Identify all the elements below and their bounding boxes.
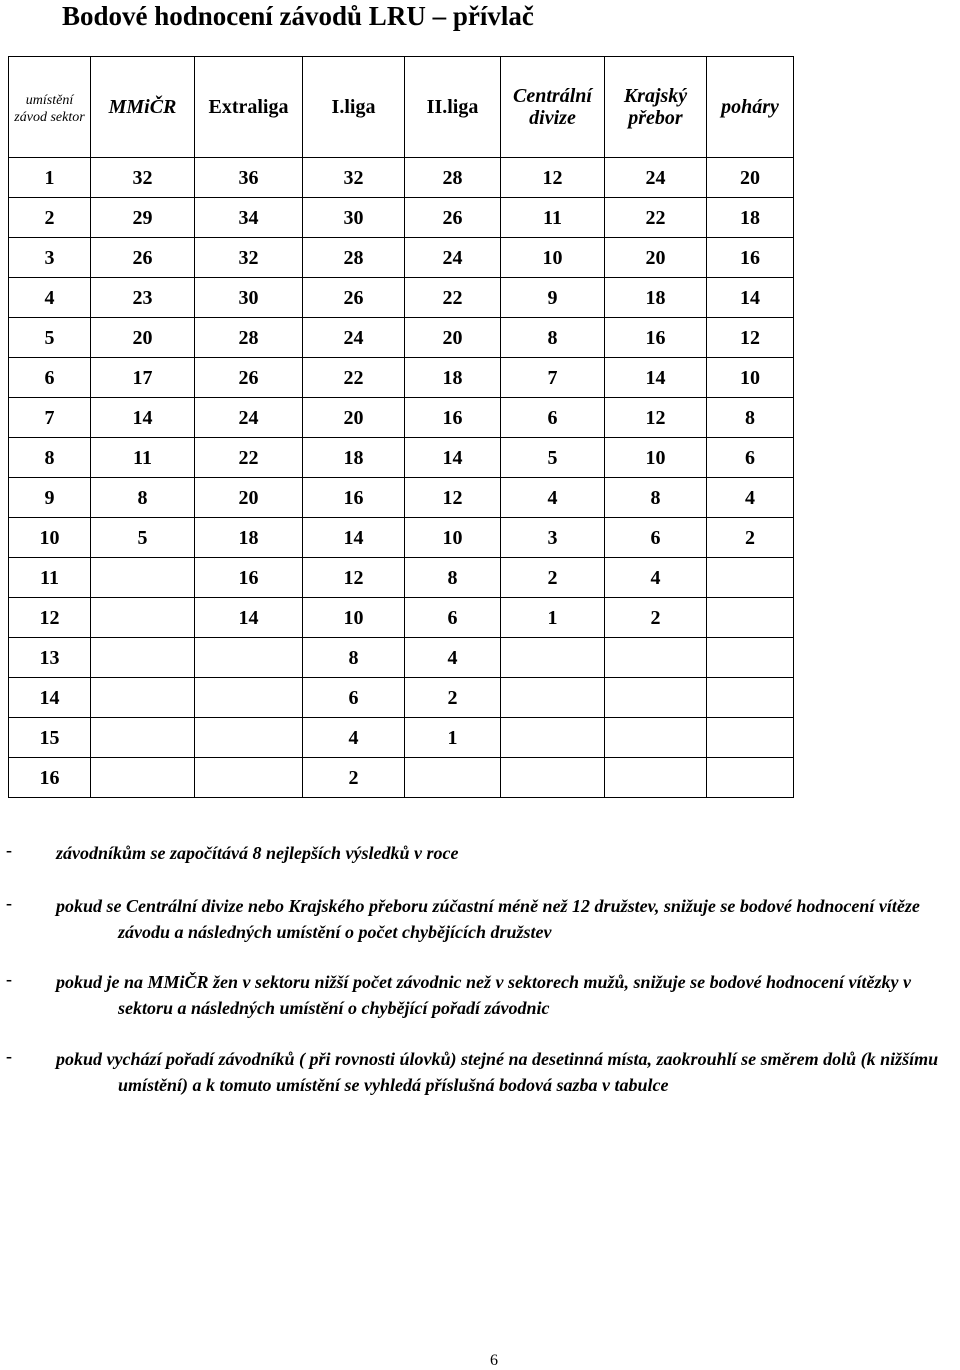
points-cell: 11 <box>501 198 605 238</box>
points-cell: 8 <box>605 478 707 518</box>
table-row <box>9 558 794 598</box>
points-cell <box>195 758 303 798</box>
points-cell: 36 <box>195 158 303 198</box>
points-cell: 8 <box>303 638 405 678</box>
points-cell: 8 <box>707 398 794 438</box>
points-cell: 3 <box>501 518 605 558</box>
table-row <box>9 238 794 278</box>
points-cell: 24 <box>605 158 707 198</box>
points-cell <box>605 718 707 758</box>
placement-cell: 8 <box>9 438 91 478</box>
points-cell <box>195 638 303 678</box>
table-row <box>9 358 794 398</box>
points-cell: 5 <box>91 518 195 558</box>
table-row <box>9 598 794 638</box>
points-cell <box>707 678 794 718</box>
points-cell: 10 <box>707 358 794 398</box>
points-cell: 24 <box>405 238 501 278</box>
points-cell: 20 <box>405 318 501 358</box>
placement-cell: 1 <box>9 158 91 198</box>
note-item: závodníkům se započítává 8 nejlepších výsledků v roce <box>56 843 459 863</box>
points-cell <box>195 678 303 718</box>
points-cell: 23 <box>91 278 195 318</box>
points-cell: 9 <box>501 278 605 318</box>
placement-cell: 7 <box>9 398 91 438</box>
points-cell <box>605 638 707 678</box>
points-cell: 18 <box>405 358 501 398</box>
points-cell: 32 <box>303 158 405 198</box>
points-cell: 14 <box>707 278 794 318</box>
placement-cell: 12 <box>9 598 91 638</box>
points-cell: 8 <box>501 318 605 358</box>
points-cell <box>707 558 794 598</box>
table-row <box>9 398 794 438</box>
points-cell: 16 <box>195 558 303 598</box>
points-cell: 28 <box>303 238 405 278</box>
header-liga2: II.liga <box>405 57 501 158</box>
points-cell: 14 <box>195 598 303 638</box>
points-cell: 2 <box>501 558 605 598</box>
points-cell: 20 <box>195 478 303 518</box>
table-row <box>9 278 794 318</box>
points-cell <box>405 758 501 798</box>
points-cell: 5 <box>501 438 605 478</box>
points-cell: 20 <box>303 398 405 438</box>
points-cell: 24 <box>195 398 303 438</box>
points-cell: 16 <box>405 398 501 438</box>
points-cell <box>605 678 707 718</box>
points-cell: 20 <box>707 158 794 198</box>
points-cell: 28 <box>405 158 501 198</box>
points-cell <box>91 758 195 798</box>
points-cell: 1 <box>501 598 605 638</box>
points-cell <box>91 598 195 638</box>
points-cell: 4 <box>605 558 707 598</box>
points-cell: 17 <box>91 358 195 398</box>
placement-cell: 11 <box>9 558 91 598</box>
points-cell: 10 <box>605 438 707 478</box>
points-cell <box>91 718 195 758</box>
points-cell: 32 <box>195 238 303 278</box>
points-cell: 14 <box>303 518 405 558</box>
points-cell: 16 <box>303 478 405 518</box>
points-cell: 4 <box>405 638 501 678</box>
bullet-dash: - <box>6 1046 12 1066</box>
points-cell: 22 <box>405 278 501 318</box>
points-cell <box>707 718 794 758</box>
placement-cell: 10 <box>9 518 91 558</box>
bullet-dash: - <box>6 893 12 913</box>
points-cell: 6 <box>605 518 707 558</box>
points-cell: 26 <box>91 238 195 278</box>
points-table <box>8 56 794 798</box>
table-row <box>9 438 794 478</box>
points-cell <box>707 758 794 798</box>
points-cell <box>91 638 195 678</box>
points-cell: 10 <box>303 598 405 638</box>
points-cell: 34 <box>195 198 303 238</box>
bullet-dash: - <box>6 969 12 989</box>
points-cell: 6 <box>707 438 794 478</box>
points-cell: 4 <box>707 478 794 518</box>
points-cell: 32 <box>91 158 195 198</box>
points-cell: 18 <box>303 438 405 478</box>
points-cell: 2 <box>605 598 707 638</box>
points-cell <box>501 718 605 758</box>
points-cell: 28 <box>195 318 303 358</box>
placement-cell: 15 <box>9 718 91 758</box>
points-cell: 12 <box>405 478 501 518</box>
points-cell: 22 <box>303 358 405 398</box>
table-row <box>9 518 794 558</box>
table-row <box>9 318 794 358</box>
points-cell: 12 <box>605 398 707 438</box>
points-cell: 30 <box>303 198 405 238</box>
placement-cell: 9 <box>9 478 91 518</box>
points-cell: 2 <box>303 758 405 798</box>
points-cell: 4 <box>501 478 605 518</box>
placement-cell: 16 <box>9 758 91 798</box>
placement-cell: 4 <box>9 278 91 318</box>
points-cell: 18 <box>605 278 707 318</box>
table-header-row <box>9 57 794 158</box>
header-liga1: I.liga <box>303 57 405 158</box>
points-cell: 26 <box>195 358 303 398</box>
points-cell: 16 <box>605 318 707 358</box>
header-krajsky-prebor: Krajský přebor <box>605 57 707 158</box>
points-cell <box>605 758 707 798</box>
points-cell: 7 <box>501 358 605 398</box>
points-cell: 4 <box>303 718 405 758</box>
points-cell <box>91 678 195 718</box>
points-cell <box>195 718 303 758</box>
note-item: pokud je na MMiČR žen v sektoru nižší počet závodnic než v sektorech mužů, snižuje se bodové hodnocení vítězky v sektoru a následných umístění o chybějící pořadí závodnic <box>56 972 912 1018</box>
points-cell <box>501 758 605 798</box>
points-cell <box>501 678 605 718</box>
placement-cell: 6 <box>9 358 91 398</box>
header-extraliga: Extraliga <box>195 57 303 158</box>
points-cell: 20 <box>605 238 707 278</box>
points-cell: 26 <box>405 198 501 238</box>
points-cell <box>501 638 605 678</box>
points-cell: 14 <box>405 438 501 478</box>
header-mmicr: MMiČR <box>91 57 195 158</box>
points-cell <box>91 558 195 598</box>
table-row <box>9 758 794 798</box>
note-item: pokud se Centrální divize nebo Krajského přeboru zúčastní méně než 12 družstev, snižuje se bodové hodnocení vítěze závodu a následných umístění o počet chybějících družstev <box>56 896 920 942</box>
points-cell: 8 <box>91 478 195 518</box>
points-cell: 6 <box>303 678 405 718</box>
placement-cell: 2 <box>9 198 91 238</box>
points-cell: 6 <box>405 598 501 638</box>
points-cell: 12 <box>501 158 605 198</box>
points-cell: 29 <box>91 198 195 238</box>
points-cell: 1 <box>405 718 501 758</box>
points-cell: 12 <box>707 318 794 358</box>
points-cell <box>707 598 794 638</box>
table-row <box>9 478 794 518</box>
table-row <box>9 718 794 758</box>
points-cell: 2 <box>707 518 794 558</box>
table-row <box>9 158 794 198</box>
points-cell: 18 <box>707 198 794 238</box>
header-placement: umístění závod sektor <box>9 57 91 158</box>
points-cell: 16 <box>707 238 794 278</box>
table-row <box>9 638 794 678</box>
placement-cell: 5 <box>9 318 91 358</box>
points-cell: 22 <box>605 198 707 238</box>
points-cell: 18 <box>195 518 303 558</box>
points-cell: 26 <box>303 278 405 318</box>
placement-cell: 3 <box>9 238 91 278</box>
points-cell: 30 <box>195 278 303 318</box>
points-cell: 20 <box>91 318 195 358</box>
table-row <box>9 678 794 718</box>
points-cell: 10 <box>501 238 605 278</box>
points-cell: 12 <box>303 558 405 598</box>
points-cell <box>707 638 794 678</box>
table-row <box>9 198 794 238</box>
header-centralni-label: Centrální divize <box>513 85 592 129</box>
points-cell: 22 <box>195 438 303 478</box>
points-cell: 24 <box>303 318 405 358</box>
page-title: Bodové hodnocení závodů LRU – přívlač <box>62 1 534 31</box>
points-cell: 10 <box>405 518 501 558</box>
placement-cell: 14 <box>9 678 91 718</box>
page-number: 6 <box>490 1352 498 1369</box>
placement-cell: 13 <box>9 638 91 678</box>
points-cell: 2 <box>405 678 501 718</box>
points-cell: 6 <box>501 398 605 438</box>
points-cell: 14 <box>91 398 195 438</box>
points-cell: 8 <box>405 558 501 598</box>
header-centralni-divize <box>501 57 605 158</box>
note-item: pokud vychází pořadí závodníků ( při rovnosti úlovků) stejné na desetinná místa, zaokrouhlí se směrem dolů (k nižšímu umístění) a k tomuto umístění se vyhledá příslušná bodová sazba v tabulce <box>56 1049 939 1095</box>
header-pohary: poháry <box>707 57 794 158</box>
bullet-dash: - <box>6 840 12 860</box>
points-cell: 11 <box>91 438 195 478</box>
points-cell: 14 <box>605 358 707 398</box>
